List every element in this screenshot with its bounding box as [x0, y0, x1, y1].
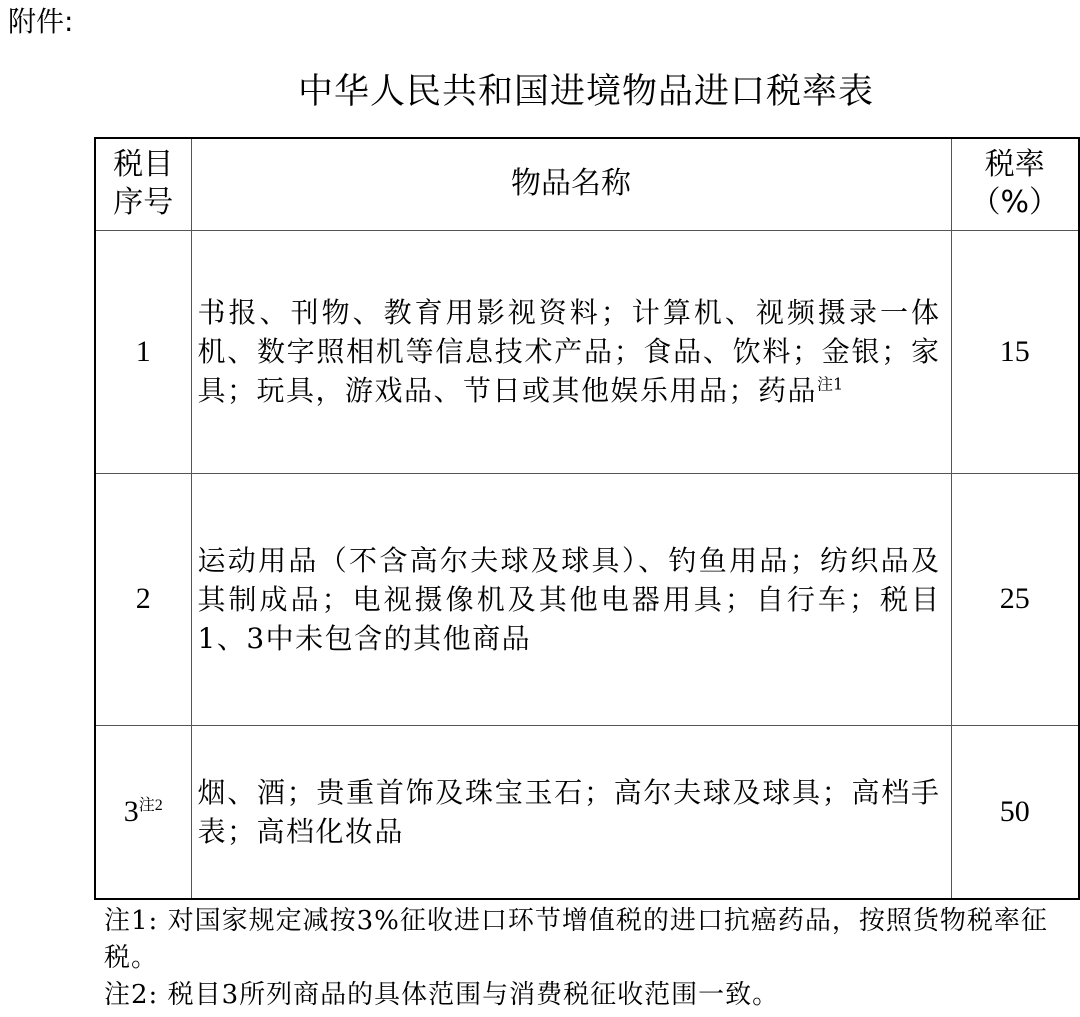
- row-item-names-text: 书报、刊物、教育用影视资料；计算机、视频摄录一体机、数字照相机等信息技术产品；食品、饮料；金银；家具；玩具，游戏品、节日或其他娱乐用品；药品: [197, 296, 941, 407]
- row-seq-value: 2: [135, 582, 151, 615]
- row-seq: [95, 473, 191, 725]
- footnote-marker: 注1: [817, 374, 844, 394]
- row-rate: 50: [951, 725, 1079, 899]
- row-seq: [95, 725, 191, 899]
- row-seq-value: 3: [123, 794, 139, 828]
- header-name: 物品名称: [191, 138, 951, 230]
- row-item-names: [191, 725, 951, 899]
- footnote-marker: 注2: [138, 796, 163, 814]
- row-seq: [95, 230, 191, 473]
- table-header-row: [95, 138, 1079, 230]
- header-rate: [951, 138, 1079, 230]
- row-item-names-text: 运动用品（不含高尔夫球及球具）、钓鱼用品；纺织品及其制成品；电视摄像机及其他电器用具；自行车；税目1、3中未包含的其他商品: [197, 543, 941, 655]
- header-seq-line2: 序号: [113, 185, 174, 221]
- footnotes: [104, 903, 1064, 1014]
- table-row: [95, 230, 1079, 473]
- tax-rate-table: [94, 137, 1080, 900]
- document-title: 中华人民共和国进境物品进口税率表: [297, 72, 874, 112]
- row-item-names-text: 烟、酒；贵重首饰及珠宝玉石；高尔夫球及球具；高档手表；高档化妆品: [197, 775, 941, 848]
- header-seq-line1: 税目: [113, 147, 174, 183]
- header-rate-line2: （%）: [970, 185, 1059, 221]
- footnote-1: 注1: 对国家规定减按3%征收进口环节增值税的进口抗癌药品，按照货物税率征税。: [104, 906, 1048, 973]
- row-rate: 25: [951, 473, 1079, 725]
- row-rate: 15: [951, 230, 1079, 473]
- header-seq: [95, 138, 191, 230]
- row-item-names: [191, 230, 951, 473]
- row-seq-value: 1: [135, 334, 151, 368]
- footnote-2: 注2: 税目3所列商品的具体范围与消费税征收范围一致。: [104, 980, 780, 1010]
- header-rate-line1: 税率: [984, 147, 1045, 183]
- table-row: [95, 473, 1079, 725]
- attachment-label: 附件:: [8, 5, 74, 38]
- row-item-names: [191, 473, 951, 725]
- table-row: [95, 725, 1079, 899]
